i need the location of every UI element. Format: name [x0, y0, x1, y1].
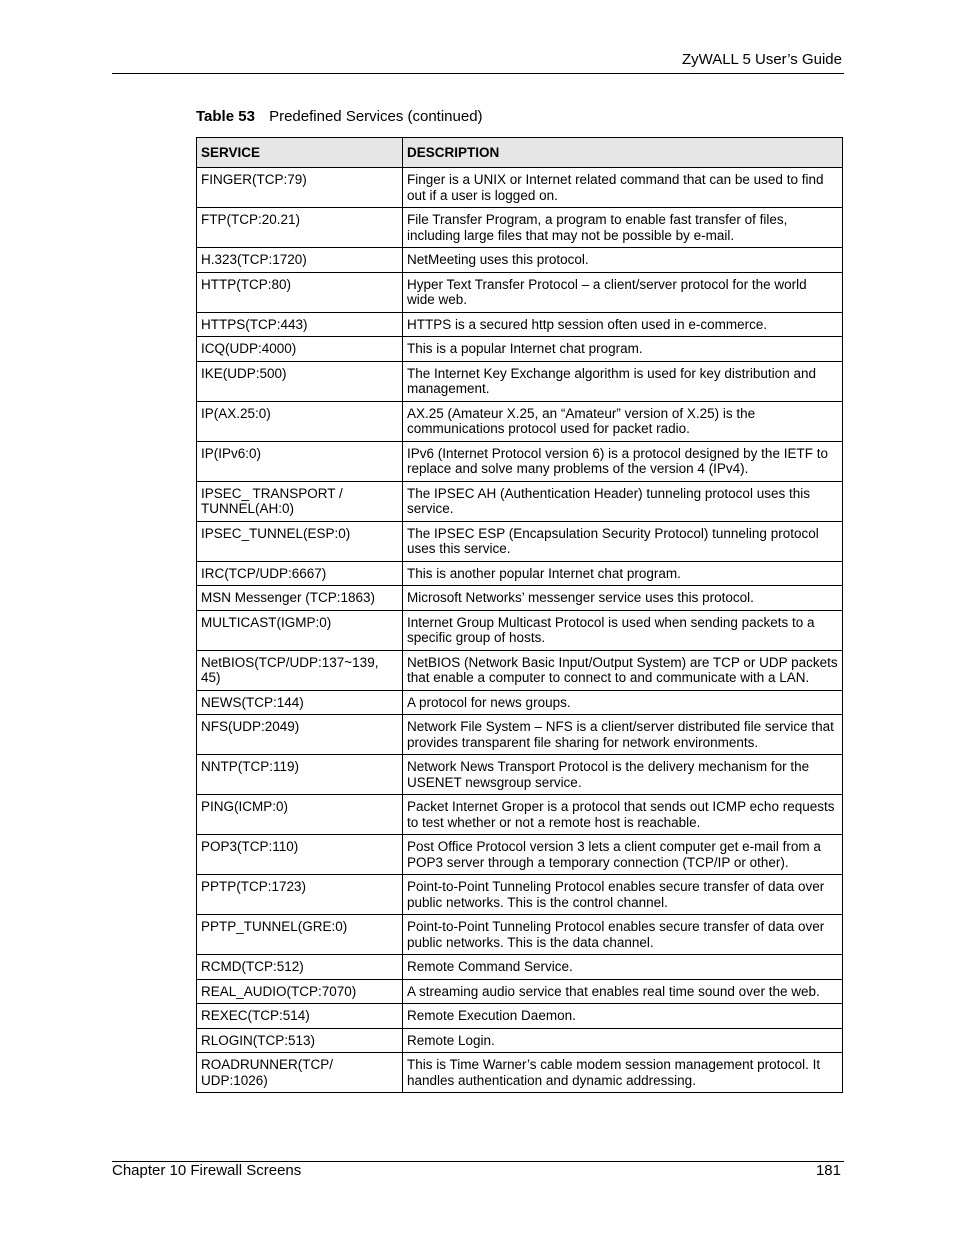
table-row — [197, 401, 843, 441]
description-cell: Packet Internet Groper is a protocol that sends out ICMP echo requests to test whether or not a remote host is reachable. — [403, 795, 843, 835]
service-cell: ROADRUNNER(TCP/ UDP:1026) — [197, 1053, 403, 1093]
service-cell: REAL_AUDIO(TCP:7070) — [197, 979, 403, 1004]
table-header-row — [197, 138, 843, 168]
description-cell: This is a popular Internet chat program. — [403, 337, 843, 362]
table-row — [197, 337, 843, 362]
description-cell: Remote Login. — [403, 1028, 843, 1053]
service-cell: IPSEC_ TRANSPORT / TUNNEL(AH:0) — [197, 481, 403, 521]
service-cell: ICQ(UDP:4000) — [197, 337, 403, 362]
table-row — [197, 521, 843, 561]
table-row — [197, 1004, 843, 1029]
chapter-title: Chapter 10 Firewall Screens — [112, 1162, 302, 1179]
table-row — [197, 561, 843, 586]
table-row — [197, 441, 843, 481]
table-row — [197, 586, 843, 611]
description-cell: This is another popular Internet chat program. — [403, 561, 843, 586]
table-row — [197, 208, 843, 248]
page-number: 181 — [815, 1162, 841, 1179]
service-cell: NEWS(TCP:144) — [197, 690, 403, 715]
service-cell: IP(IPv6:0) — [197, 441, 403, 481]
service-cell: NNTP(TCP:119) — [197, 755, 403, 795]
description-cell: Hyper Text Transfer Protocol – a client/server protocol for the world wide web. — [403, 272, 843, 312]
service-cell: HTTPS(TCP:443) — [197, 312, 403, 337]
description-cell: The IPSEC ESP (Encapsulation Security Protocol) tunneling protocol uses this service. — [403, 521, 843, 561]
service-cell: RLOGIN(TCP:513) — [197, 1028, 403, 1053]
service-cell: RCMD(TCP:512) — [197, 955, 403, 980]
description-cell: HTTPS is a secured http session often used in e-commerce. — [403, 312, 843, 337]
table-row — [197, 168, 843, 208]
description-cell: Point-to-Point Tunneling Protocol enables secure transfer of data over public networks. This is the data channel. — [403, 915, 843, 955]
service-cell: REXEC(TCP:514) — [197, 1004, 403, 1029]
service-cell: NFS(UDP:2049) — [197, 715, 403, 755]
service-cell: IRC(TCP/UDP:6667) — [197, 561, 403, 586]
table-row — [197, 875, 843, 915]
description-cell: Network News Transport Protocol is the delivery mechanism for the USENET newsgroup service. — [403, 755, 843, 795]
table-body — [197, 168, 843, 1093]
description-cell: NetMeeting uses this protocol. — [403, 248, 843, 273]
table-row — [197, 1053, 843, 1093]
description-cell: NetBIOS (Network Basic Input/Output System) are TCP or UDP packets that enable a computer to connect to and communicate with a LAN. — [403, 650, 843, 690]
table-caption — [196, 108, 483, 125]
guide-title: ZyWALL 5 User’s Guide — [681, 51, 842, 68]
table-caption-label: Table 53 — [196, 108, 255, 125]
description-cell: The IPSEC AH (Authentication Header) tunneling protocol uses this service. — [403, 481, 843, 521]
table-row — [197, 915, 843, 955]
table-row — [197, 835, 843, 875]
table-row — [197, 650, 843, 690]
description-cell: The Internet Key Exchange algorithm is used for key distribution and management. — [403, 361, 843, 401]
description-cell: Network File System – NFS is a client/server distributed file service that provides transparent file sharing for network environments. — [403, 715, 843, 755]
table-row — [197, 690, 843, 715]
service-cell: H.323(TCP:1720) — [197, 248, 403, 273]
description-cell: A protocol for news groups. — [403, 690, 843, 715]
description-cell: Remote Execution Daemon. — [403, 1004, 843, 1029]
table-row — [197, 481, 843, 521]
description-cell: File Transfer Program, a program to enable fast transfer of files, including large files that may not be possible by e-mail. — [403, 208, 843, 248]
table-row — [197, 755, 843, 795]
service-cell: POP3(TCP:110) — [197, 835, 403, 875]
description-cell: Point-to-Point Tunneling Protocol enables secure transfer of data over public networks. This is the control channel. — [403, 875, 843, 915]
service-cell: IKE(UDP:500) — [197, 361, 403, 401]
service-cell: FINGER(TCP:79) — [197, 168, 403, 208]
table-row — [197, 715, 843, 755]
service-cell: IPSEC_TUNNEL(ESP:0) — [197, 521, 403, 561]
table-row — [197, 312, 843, 337]
description-cell: Remote Command Service. — [403, 955, 843, 980]
description-cell: AX.25 (Amateur X.25, an “Amateur” version of X.25) is the communications protocol used for packet radio. — [403, 401, 843, 441]
description-cell: Finger is a UNIX or Internet related command that can be used to find out if a user is logged on. — [403, 168, 843, 208]
service-cell: PING(ICMP:0) — [197, 795, 403, 835]
column-header-description: DESCRIPTION — [403, 138, 843, 168]
table-row — [197, 979, 843, 1004]
service-cell: FTP(TCP:20.21) — [197, 208, 403, 248]
header-divider — [112, 73, 844, 74]
service-cell: PPTP(TCP:1723) — [197, 875, 403, 915]
table-row — [197, 1028, 843, 1053]
table-row — [197, 795, 843, 835]
table-row — [197, 610, 843, 650]
service-cell: MULTICAST(IGMP:0) — [197, 610, 403, 650]
description-cell: Microsoft Networks’ messenger service uses this protocol. — [403, 586, 843, 611]
description-cell: Internet Group Multicast Protocol is used when sending packets to a specific group of hosts. — [403, 610, 843, 650]
service-cell: HTTP(TCP:80) — [197, 272, 403, 312]
column-header-service: SERVICE — [197, 138, 403, 168]
service-cell: PPTP_TUNNEL(GRE:0) — [197, 915, 403, 955]
predefined-services-table — [196, 137, 843, 1093]
table-row — [197, 248, 843, 273]
table-row — [197, 361, 843, 401]
service-cell: NetBIOS(TCP/UDP:137~139, 45) — [197, 650, 403, 690]
service-cell: MSN Messenger (TCP:1863) — [197, 586, 403, 611]
description-cell: A streaming audio service that enables real time sound over the web. — [403, 979, 843, 1004]
service-cell: IP(AX.25:0) — [197, 401, 403, 441]
description-cell: Post Office Protocol version 3 lets a client computer get e-mail from a POP3 server through a temporary connection (TCP/IP or other). — [403, 835, 843, 875]
table-row — [197, 955, 843, 980]
description-cell: This is Time Warner’s cable modem session management protocol. It handles authentication and dynamic addressing. — [403, 1053, 843, 1093]
table-row — [197, 272, 843, 312]
description-cell: IPv6 (Internet Protocol version 6) is a protocol designed by the IETF to replace and solve many problems of the version 4 (IPv4). — [403, 441, 843, 481]
table-caption-title: Predefined Services (continued) — [269, 108, 483, 125]
